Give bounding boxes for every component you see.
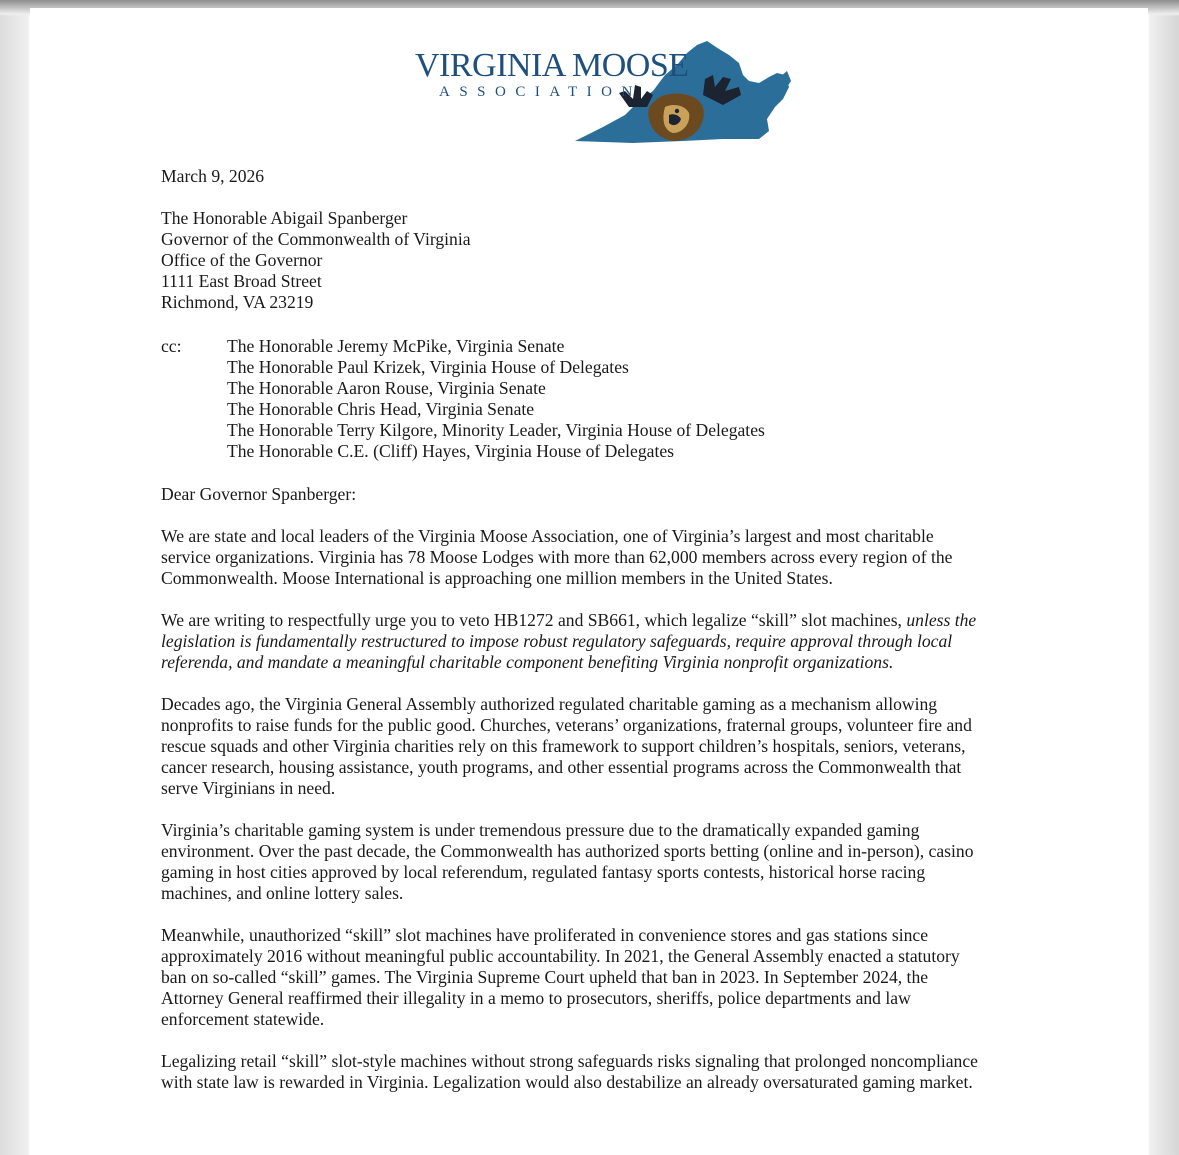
paragraph-line: Meanwhile, unauthorized “skill” slot machines have proliferated in convenience stores and gas stations since (161, 925, 929, 945)
paragraph-pressure (161, 820, 1031, 904)
paragraph-veto-request (161, 610, 1031, 673)
cc-name: The Honorable C.E. (Cliff) Hayes, Virginia House of Delegates (227, 441, 674, 461)
paragraph-line: Legalizing retail “skill” slot-style machines without strong safeguards risks signaling that prolonged noncompliance (161, 1051, 978, 1071)
cc-label: cc: (161, 336, 182, 356)
cc-name: The Honorable Terry Kilgore, Minority Leader, Virginia House of Delegates (227, 420, 765, 440)
paragraph-line: nonprofits to raise funds for the public good. Churches, veterans’ organizations, fraternal groups, volunteer fire and (161, 715, 972, 735)
paragraph-line: environment. Over the past decade, the Commonwealth has authorized sports betting (online and in-person), casino (161, 841, 974, 861)
paragraph-legalization-risk (161, 1051, 1031, 1093)
paragraph-line: Virginia’s charitable gaming system is under tremendous pressure due to the dramatically expanded gaming (161, 820, 920, 840)
org-name: VIRGINIA MOOSE (415, 47, 689, 84)
paragraph-line: service organizations. Virginia has 78 Moose Lodges with more than 62,000 members across every region of the (161, 547, 953, 567)
paragraph-line: referenda, and mandate a meaningful charitable component benefiting Virginia nonprofit organizations. (161, 652, 894, 672)
cc-name: The Honorable Chris Head, Virginia Senate (227, 399, 535, 419)
recipient-line: Office of the Governor (161, 250, 323, 270)
veto-condition-text: unless the (906, 610, 977, 630)
paragraph-line: serve Virginians in need. (161, 778, 336, 798)
paragraph-line: approximately 2016 without meaningful public accountability. In 2021, the General Assembly enacted a statutory (161, 946, 960, 966)
cc-name: The Honorable Paul Krizek, Virginia House of Delegates (227, 357, 629, 377)
salutation: Dear Governor Spanberger: (161, 484, 357, 504)
paragraph-line: Decades ago, the Virginia General Assembly authorized regulated charitable gaming as a mechanism allowing (161, 694, 938, 714)
paragraph-line: ban on so-called “skill” games. The Virginia Supreme Court upheld that ban in 2023. In September 2024, the (161, 967, 929, 987)
paragraph-line: machines, and online lottery sales. (161, 883, 404, 903)
recipient-line: Governor of the Commonwealth of Virginia (161, 229, 471, 249)
paragraph-line: cancer research, housing assistance, youth programs, and other essential programs across the Commonwealth that (161, 757, 962, 777)
veto-request-text: We are writing to respectfully urge you to veto HB1272 and SB661, which legalize “skill” slot machines, (161, 610, 907, 630)
paragraph-history (161, 694, 1031, 799)
paragraph-line: gaming in host cities approved by local referendum, regulated fantasy sports contests, historical horse racing (161, 862, 926, 882)
paragraph-skill-machines (161, 925, 1031, 1030)
recipient-line: 1111 East Broad Street (161, 271, 322, 291)
paragraph-line: rescue squads and other Virginia charities rely on this framework to support children’s hospitals, seniors, veterans, (161, 736, 966, 756)
paragraph-line: Commonwealth. Moose International is approaching one million members in the United States. (161, 568, 833, 588)
recipient-line: Richmond, VA 23219 (161, 292, 314, 312)
paragraph-line: legislation is fundamentally restructured to impose robust regulatory safeguards, require approval through local (161, 631, 953, 651)
paragraph-line (161, 610, 1031, 631)
paragraph-line: Attorney General reaffirmed their illegality in a memo to prosecutors, sheriffs, police departments and law (161, 988, 911, 1008)
cc-name: The Honorable Aaron Rouse, Virginia Senate (227, 378, 546, 398)
paragraph-line: enforcement statewide. (161, 1009, 325, 1029)
paragraph-line: We are state and local leaders of the Virginia Moose Association, one of Virginia’s largest and most charitable (161, 526, 934, 546)
org-subtitle: ASSOCIATION (439, 84, 642, 100)
cc-name: The Honorable Jeremy McPike, Virginia Senate (227, 336, 565, 356)
recipient-line: The Honorable Abigail Spanberger (161, 208, 408, 228)
paragraph-line: with state law is rewarded in Virginia. Legalization would also destabilize an already oversaturated gaming market. (161, 1072, 973, 1092)
letter-date: March 9, 2026 (161, 166, 265, 186)
letter-page (30, 8, 1148, 1155)
paragraph-intro (161, 526, 1031, 589)
letterhead-logo (415, 35, 795, 147)
